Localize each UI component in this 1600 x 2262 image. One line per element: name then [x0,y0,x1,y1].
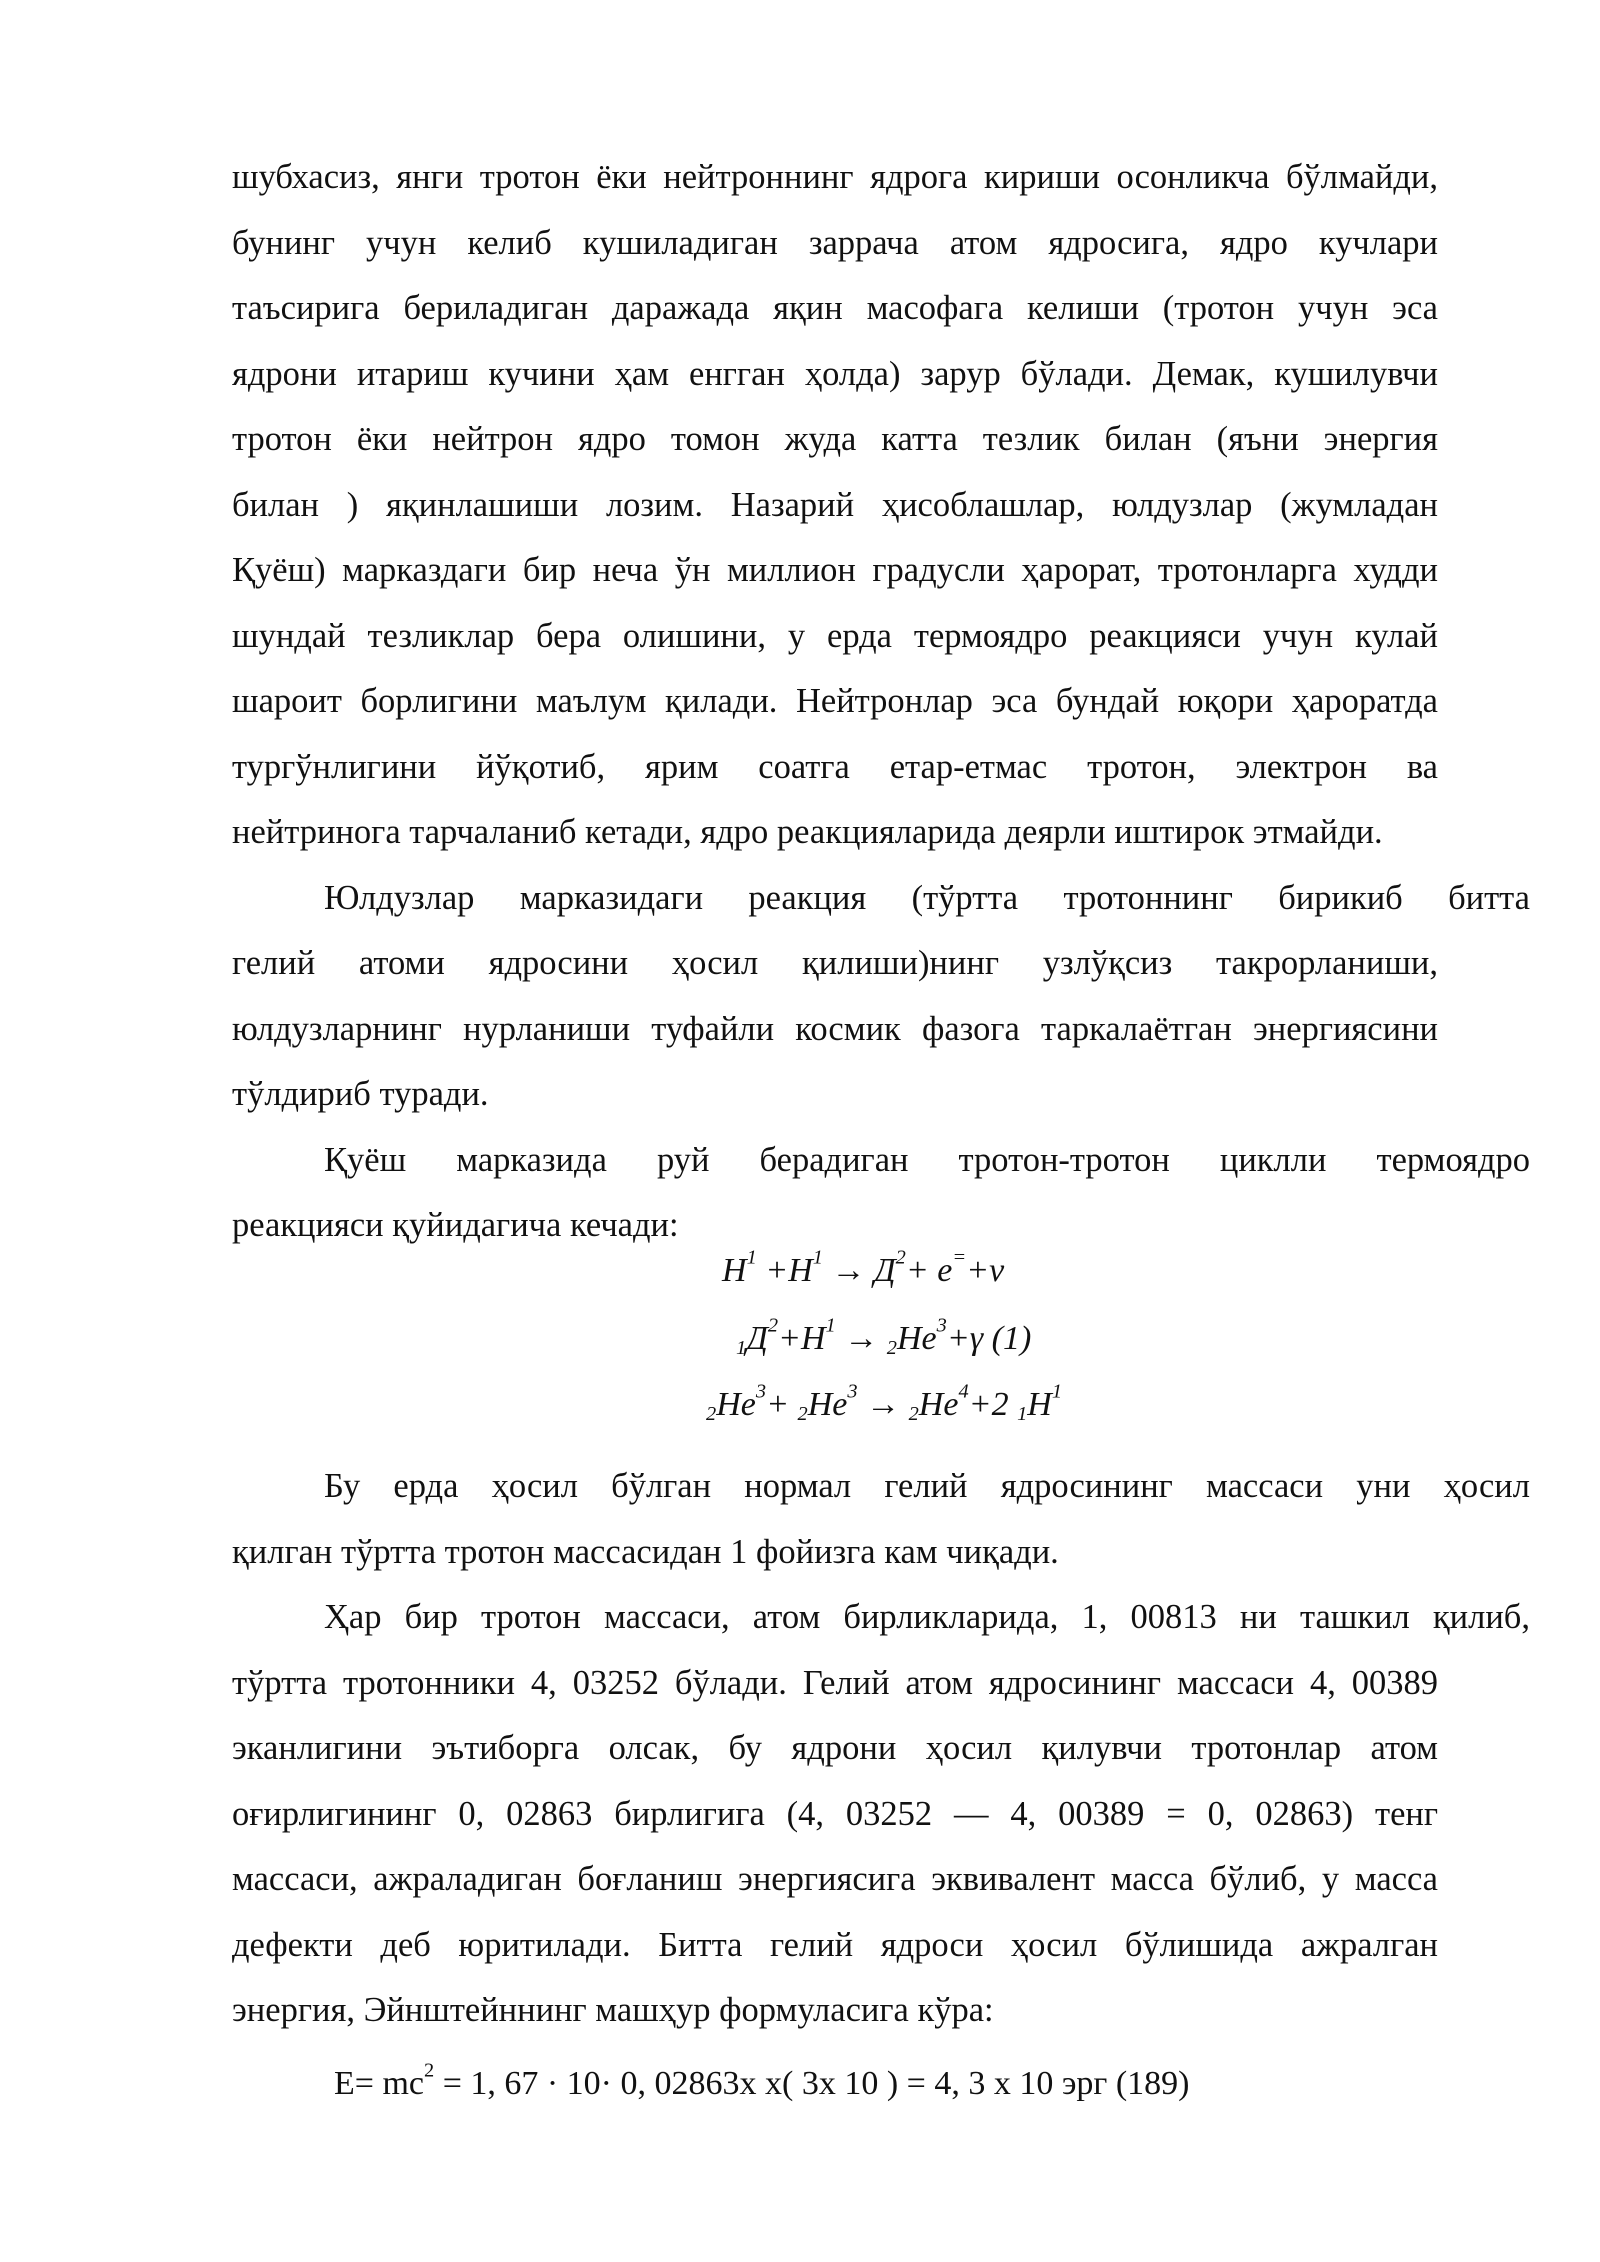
text-line: дефекти деб юритилади. Битта гелий ядроси ҳосил бўлишида ажралган [232,1925,1438,1964]
paragraph-3 [232,1128,1530,1259]
text-line: гелий атоми ядросини ҳосил қилиши)нинг узлўқсиз такрорланиши, [232,944,1438,982]
text-line: шундай тезликлар бера олишини, у ерда термоядро реакцияси учун кулай [232,616,1438,655]
text-line: эканлигини эътиборга олсак, бу ядрони ҳосил қилувчи тротонлар атом [232,1729,1438,1767]
equation-1: $H^1 +H^1 \to Д^2+ e^=+\nu$ [722,1246,1005,1289]
text-line: юлдузларнинг нурланиши туфайли космик фазога таркалаётган энергиясини [232,1009,1438,1048]
text-line: Ҳар бир тротон массаси, атом бирликларида, 1, 00813 ни ташкил қилиб, [324,1598,1530,1636]
text-line: реакцияси қуйидагича кечади: [232,1206,679,1244]
equation-2: $_1Д^2+H^1 \to _2He^3+\gamma$ (1) [736,1314,1032,1360]
text-line: шубхасиз, янги тротон ёки нейтроннинг ядрога кириши осонликча бўлмайди, [232,158,1438,196]
text-line: бунинг учун келиб кушиладиган заррача атом ядросига, ядро кучлари [232,223,1438,262]
text-line: ядрони итариш кучини ҳам енгган ҳолда) зарур бўлади. Демак, кушилувчи [232,354,1438,393]
text-line: тротон ёки нейтрон ядро томон жуда катта тезлик билан (яъни энергия [232,420,1438,458]
text-block-bottom [232,1454,1530,2044]
text-line: тўртта тротонники 4, 03252 бўлади. Гелий атом ядросининг массаси 4, 00389 [232,1663,1438,1702]
equation-3: $_2He^3+ _2He^3 \to _2He^4+2$ $_1H^1$ [706,1380,1063,1426]
text-line: Юлдузлар марказидаги реакция (тўртта тротоннинг бирикиб битта [324,878,1530,917]
text-line: билан ) яқинлашиши лозим. Назарий ҳисоблашлар, юлдузлар (жумладан [232,485,1438,524]
text-line: оғирлигининг 0, 02863 бирлигига (4, 03252 — 4, 00389 = 0, 02863) тенг [232,1794,1438,1833]
text-line: массаси, ажраладиган боғланиш энергиясига эквивалент масса бўлиб, у масса [232,1860,1438,1898]
text-line: тургўнлигини йўқотиб, ярим соатга етар-етмас тротон, электрон ва [232,747,1438,786]
paragraph-5 [232,1585,1530,2044]
text-line: энергия, Эйнштейннинг машҳур формуласига кўра: [232,1991,994,2029]
text-line: нейтринога тарчаланиб кетади, ядро реакцияларида деярли иштирок этмайди. [232,813,1383,851]
text-block-top [232,145,1530,1259]
paragraph-1 [232,145,1438,866]
text-line: тўлдириб туради. [232,1075,489,1113]
text-line: шароит борлигини маълум қилади. Нейтронлар эса бундай юқори ҳароратда [232,682,1438,720]
paragraph-2 [232,866,1530,1128]
energy-formula: $E= mc^2 = 1$, 67 · 10· 0, 02863x x( 3x 10 ) = 4, 3 x 10 эрг (189) [334,2059,1190,2102]
text-line: таъсирига бериладиган даражада яқин масофага келиши (тротон учун эса [232,289,1438,327]
text-line: Қуёш) марказдаги бир неча ўн миллион градусли ҳарорат, тротонларга худди [232,551,1438,589]
text-line: Қуёш марказида руй берадиган тротон-тротон циклли термоядро [324,1140,1530,1179]
paragraph-4 [232,1454,1530,1585]
text-line: Бу ерда ҳосил бўлган нормал гелий ядросининг массаси уни ҳосил [324,1467,1530,1505]
text-line: қилган тўртта тротон массасидан 1 фойизга кам чиқади. [232,1532,1059,1571]
